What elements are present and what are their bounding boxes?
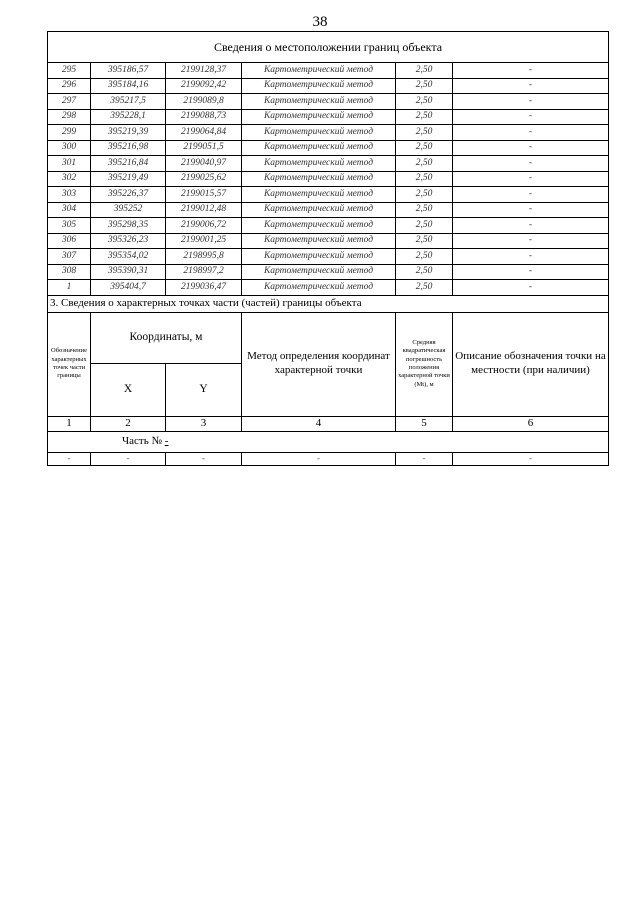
description-cell: -: [453, 249, 609, 265]
error-cell: 2,50: [396, 109, 453, 125]
description-cell: -: [453, 63, 609, 79]
y-cell: 2199051,5: [166, 140, 242, 156]
x-cell: 395219,49: [91, 171, 166, 187]
y-cell: 2199001,25: [166, 233, 242, 249]
point-number-cell: 304: [48, 202, 91, 218]
point-number-cell: 307: [48, 249, 91, 265]
y-cell: 2199036,47: [166, 280, 242, 296]
point-number-cell: 300: [48, 140, 91, 156]
description-cell: -: [453, 171, 609, 187]
x-cell: 395404,7: [91, 280, 166, 296]
header-x: X: [91, 363, 166, 416]
x-cell: 395252: [91, 202, 166, 218]
x-cell: 395184,16: [91, 78, 166, 94]
x-cell: 395216,84: [91, 156, 166, 172]
y-cell: 2199128,37: [166, 63, 242, 79]
page-number: 38: [312, 14, 328, 30]
description-cell: -: [453, 109, 609, 125]
point-number-cell: 306: [48, 233, 91, 249]
column-number: 6: [453, 416, 609, 431]
column-number: 2: [91, 416, 166, 431]
point-number-cell: 301: [48, 156, 91, 172]
column-number: 5: [396, 416, 453, 431]
header-method: Метод определения координат характерной точки: [242, 312, 396, 416]
x-cell: 395216,98: [91, 140, 166, 156]
table-row: [48, 452, 609, 465]
method-cell: Картометрический метод: [242, 156, 396, 172]
dash-cell: -: [396, 452, 453, 465]
error-cell: 2,50: [396, 264, 453, 280]
point-number-cell: 305: [48, 218, 91, 234]
method-cell: Картометрический метод: [242, 202, 396, 218]
dash-cell: -: [166, 452, 242, 465]
point-number-cell: 295: [48, 63, 91, 79]
description-cell: -: [453, 264, 609, 280]
point-number-cell: 1: [48, 280, 91, 296]
error-cell: 2,50: [396, 280, 453, 296]
y-cell: 2199092,42: [166, 78, 242, 94]
boundary-table: [47, 31, 609, 466]
y-cell: 2198995,8: [166, 249, 242, 265]
error-cell: 2,50: [396, 202, 453, 218]
header-description: Описание обозначения точки на местности (при наличии): [453, 312, 609, 416]
header-error: Средняя квадратическая погрешность положения характерной точки (Мt), м: [396, 312, 453, 416]
part-label: Часть №: [122, 435, 162, 447]
header-coordinates: Координаты, м: [91, 312, 242, 363]
dash-cell: -: [91, 452, 166, 465]
y-cell: 2199040,97: [166, 156, 242, 172]
point-number-cell: 299: [48, 125, 91, 141]
table-row: [48, 233, 609, 249]
description-cell: -: [453, 156, 609, 172]
column-numbers-row: [48, 416, 609, 431]
description-cell: -: [453, 233, 609, 249]
section2-title: Сведения о местоположении границ объекта: [48, 32, 609, 63]
method-cell: Картометрический метод: [242, 78, 396, 94]
method-cell: Картометрический метод: [242, 125, 396, 141]
y-cell: 2199089,8: [166, 94, 242, 110]
error-cell: 2,50: [396, 171, 453, 187]
error-cell: 2,50: [396, 140, 453, 156]
method-cell: Картометрический метод: [242, 280, 396, 296]
x-cell: 395228,1: [91, 109, 166, 125]
header-y: Y: [166, 363, 242, 416]
table-row: [48, 94, 609, 110]
y-cell: 2199006,72: [166, 218, 242, 234]
table-row: [48, 202, 609, 218]
table-row: [48, 78, 609, 94]
method-cell: Картометрический метод: [242, 109, 396, 125]
y-cell: 2198997,2: [166, 264, 242, 280]
table-row: [48, 156, 609, 172]
column-number: 4: [242, 416, 396, 431]
x-cell: 395390,31: [91, 264, 166, 280]
part-value: -: [164, 435, 169, 447]
table-row: [48, 280, 609, 296]
error-cell: 2,50: [396, 125, 453, 141]
x-cell: 395219,39: [91, 125, 166, 141]
table-row: [48, 218, 609, 234]
table-row: [48, 125, 609, 141]
table-row: [48, 140, 609, 156]
description-cell: -: [453, 187, 609, 203]
table-row: [48, 109, 609, 125]
description-cell: -: [453, 280, 609, 296]
table-row: [48, 249, 609, 265]
x-cell: 395298,35: [91, 218, 166, 234]
error-cell: 2,50: [396, 233, 453, 249]
x-cell: 395217,5: [91, 94, 166, 110]
description-cell: -: [453, 140, 609, 156]
point-number-cell: 303: [48, 187, 91, 203]
error-cell: 2,50: [396, 218, 453, 234]
error-cell: 2,50: [396, 63, 453, 79]
table-row: [48, 63, 609, 79]
method-cell: Картометрический метод: [242, 63, 396, 79]
dash-cell: -: [453, 452, 609, 465]
section3-title: 3. Сведения о характерных точках части (частей) границы объекта: [48, 295, 609, 312]
method-cell: Картометрический метод: [242, 218, 396, 234]
description-cell: -: [453, 125, 609, 141]
y-cell: 2199012,48: [166, 202, 242, 218]
column-number: 3: [166, 416, 242, 431]
point-number-cell: 298: [48, 109, 91, 125]
method-cell: Картометрический метод: [242, 249, 396, 265]
header-point-designation: Обозначение характерных точек части границы: [48, 312, 91, 416]
error-cell: 2,50: [396, 187, 453, 203]
error-cell: 2,50: [396, 78, 453, 94]
y-cell: 2199015,57: [166, 187, 242, 203]
method-cell: Картометрический метод: [242, 264, 396, 280]
table-row: [48, 187, 609, 203]
method-cell: Картометрический метод: [242, 233, 396, 249]
dash-cell: -: [242, 452, 396, 465]
error-cell: 2,50: [396, 249, 453, 265]
part-row: [48, 431, 609, 452]
x-cell: 395354,02: [91, 249, 166, 265]
description-cell: -: [453, 94, 609, 110]
description-cell: -: [453, 78, 609, 94]
dash-cell: -: [48, 452, 91, 465]
description-cell: -: [453, 218, 609, 234]
y-cell: 2199088,73: [166, 109, 242, 125]
method-cell: Картометрический метод: [242, 171, 396, 187]
method-cell: Картометрический метод: [242, 187, 396, 203]
x-cell: 395186,57: [91, 63, 166, 79]
method-cell: Картометрический метод: [242, 94, 396, 110]
point-number-cell: 296: [48, 78, 91, 94]
error-cell: 2,50: [396, 94, 453, 110]
point-number-cell: 302: [48, 171, 91, 187]
table-row: [48, 264, 609, 280]
table-row: [48, 171, 609, 187]
method-cell: Картометрический метод: [242, 140, 396, 156]
column-number: 1: [48, 416, 91, 431]
point-number-cell: 297: [48, 94, 91, 110]
x-cell: 395326,23: [91, 233, 166, 249]
error-cell: 2,50: [396, 156, 453, 172]
x-cell: 395226,37: [91, 187, 166, 203]
point-number-cell: 308: [48, 264, 91, 280]
description-cell: -: [453, 202, 609, 218]
y-cell: 2199064,84: [166, 125, 242, 141]
y-cell: 2199025,62: [166, 171, 242, 187]
